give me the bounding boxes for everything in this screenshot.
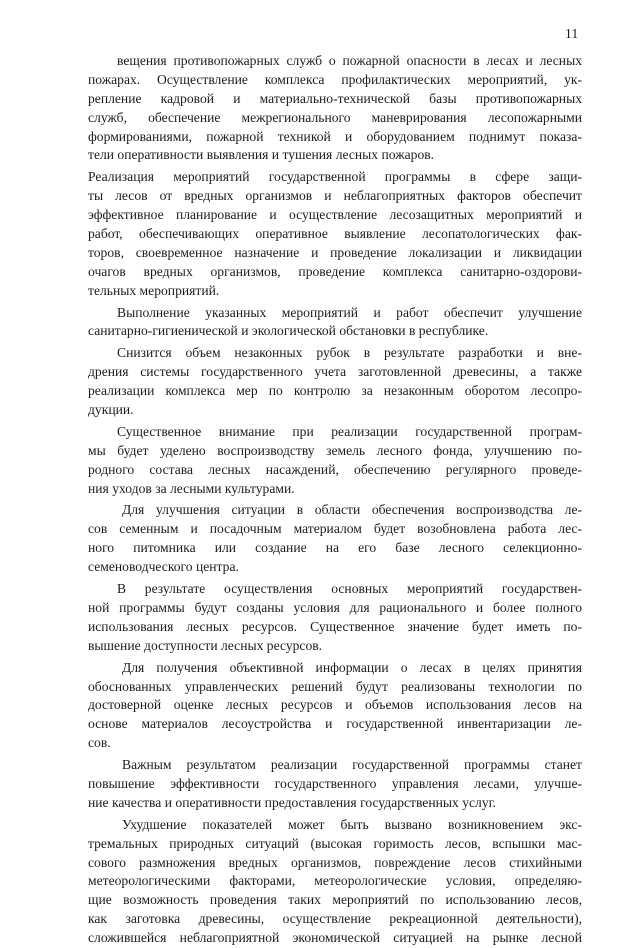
paragraph xyxy=(88,423,582,499)
text-line: ного питомника или создание на его базе лесного селекционно- xyxy=(88,540,582,556)
paragraph xyxy=(88,501,582,577)
text-line: торов, своевременное назначение и проведение локализации и ликвидации xyxy=(88,244,582,260)
text-line: метеорологическими факторами, метеорологические условия, определяю- xyxy=(88,873,582,889)
text-line: Существенное внимание при реализации государственной програм- xyxy=(117,423,582,439)
text-line: обоснованных управленческих решений будут реализованы технологии по xyxy=(88,678,582,694)
text-line: ние качества и оперативности предоставления государственных услуг. xyxy=(88,794,497,810)
paragraph xyxy=(88,344,582,420)
text-line: вышение доступности лесных ресурсов. xyxy=(88,637,323,653)
text-line: Выполнение указанных мероприятий и работ обеспечит улучшение xyxy=(117,304,582,320)
page-number: 11 xyxy=(565,26,579,41)
text-line: щие возможность проведения таких мероприятий по использованию лесов, xyxy=(88,892,582,908)
text-line: повышение эффективности государственного управления лесами, улучше- xyxy=(88,775,582,791)
text-line: тельных мероприятий. xyxy=(88,282,220,298)
text-line: Реализация мероприятий государственной программы в сфере защи- xyxy=(88,169,582,185)
text-line: Ухудшение показателей может быть вызвано возникновением экс- xyxy=(122,816,582,832)
text-line: Для получения объективной информации о лесах в целях принятия xyxy=(122,659,582,675)
text-line: сложившейся неблагоприятной экономической ситуацией на рынке лесной xyxy=(88,930,582,946)
paragraph xyxy=(88,168,582,300)
paragraph xyxy=(88,756,582,813)
text-line: семеноводческого центра. xyxy=(88,559,239,575)
text-line: сового размножения вредных организмов, повреждение лесов стихийными xyxy=(88,854,582,870)
paragraph xyxy=(88,304,582,342)
text-line: ной программы будут созданы условия для рационального и более полного xyxy=(88,599,582,615)
text-line: дрения системы государственного учета заготовленной древесины, а также xyxy=(88,364,582,380)
text-line: пожарах. Осуществление комплекса профилактических мероприятий, ук- xyxy=(88,71,582,87)
body-text xyxy=(88,52,582,948)
text-line: ния уходов за лесными культурами. xyxy=(88,480,295,496)
text-line: сов. xyxy=(88,735,111,751)
text-line: формированиями, пожарной техникой и оборудованием поднимут показа- xyxy=(88,128,582,144)
text-line: родного состава лесных насаждений, обеспечению регулярного проведе- xyxy=(88,461,582,477)
text-line: очагов вредных организмов, проведение комплекса санитарно-оздорови- xyxy=(88,263,582,279)
text-line: реализации комплекса мер по контролю за незаконным оборотом лесопро- xyxy=(88,383,582,399)
text-line: использования лесных ресурсов. Существенное значение будет иметь по- xyxy=(88,618,582,634)
paragraph xyxy=(88,52,582,165)
text-line: как заготовка древесины, осуществление рекреационной деятельности), xyxy=(88,911,582,927)
text-line: тремальных природных ситуаций (высокая горимость лесов, вспышки мас- xyxy=(88,835,582,851)
paragraph xyxy=(88,659,582,753)
paragraph xyxy=(88,816,582,948)
text-line: служб, обеспечение межрегионального маневрирования лесопожарными xyxy=(88,109,582,125)
text-line: вещения противопожарных служб о пожарной опасности в лесах и лесных xyxy=(117,53,582,68)
text-line: В результате осуществления основных мероприятий государствен- xyxy=(117,581,582,597)
text-line: мы будет уделено воспроизводству земель лесного фонда, улучшению по- xyxy=(88,442,582,458)
paragraph xyxy=(88,580,582,656)
text-line: ты лесов от вредных организмов и неблагоприятных факторов обеспечит xyxy=(88,188,582,204)
text-line: работ, обеспечивающих оперативное выявление лесопатологических фак- xyxy=(88,226,582,242)
text-line: основе материалов лесоустройства и государственной инвентаризации ле- xyxy=(88,716,582,732)
text-line: эффективное планирование и осуществление лесозащитных мероприятий и xyxy=(88,207,582,223)
text-line: сов семенным и посадочным материалом будет возобновлена работа лес- xyxy=(88,521,582,537)
text-line: достоверной оценке лесных ресурсов и объемов использования лесов на xyxy=(88,697,582,713)
text-line: Снизится объем незаконных рубок в результате разработки и вне- xyxy=(117,345,582,361)
text-line: тели оперативности выявления и тушения лесных пожаров. xyxy=(88,147,435,163)
text-line: репление кадровой и материально-технической базы противопожарных xyxy=(88,90,582,106)
text-line: Для улучшения ситуации в области обеспечения воспроизводства ле- xyxy=(122,502,582,518)
text-line: Важным результатом реализации государственной программы станет xyxy=(122,757,582,773)
text-line: дукции. xyxy=(88,402,134,418)
text-line: санитарно-гигиенической и экологической обстановки в республике. xyxy=(88,323,489,339)
